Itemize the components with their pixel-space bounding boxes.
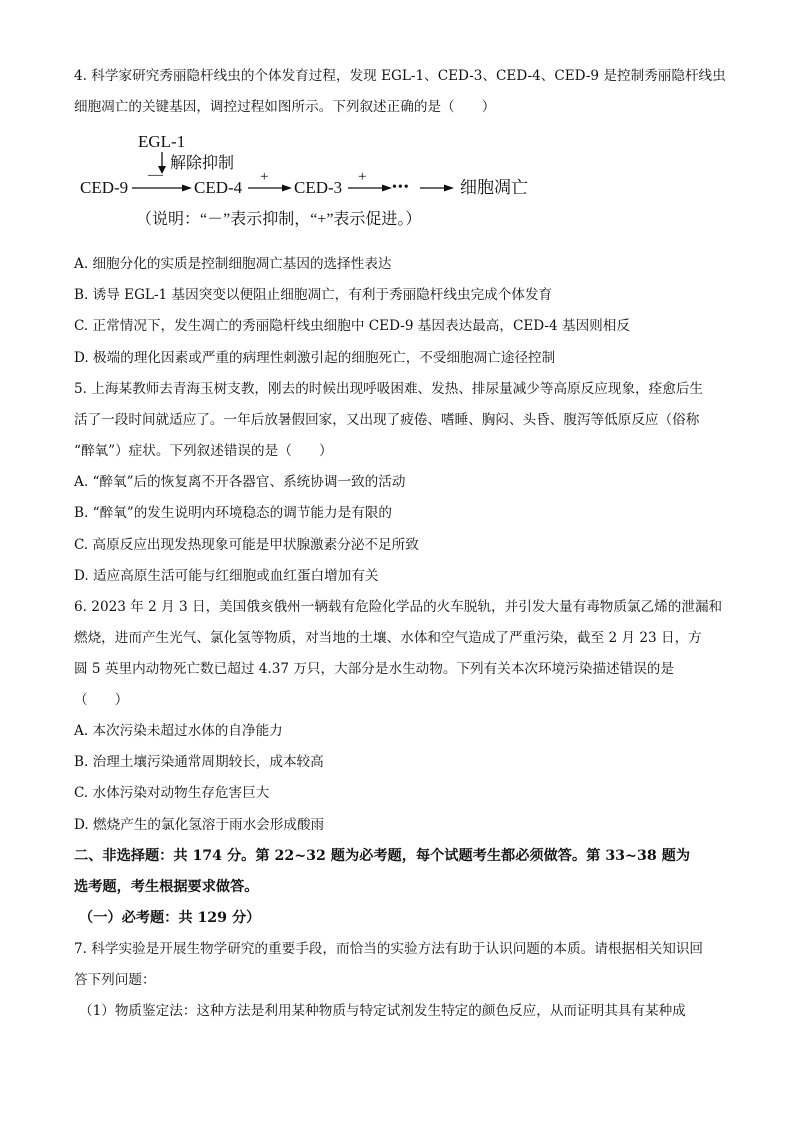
q6-stem-line-3: 圆 5 英里内动物死亡数已超过 4.37 万只，大部分是水生动物。下列有关本次环境污染描述错误的是 [74, 661, 674, 677]
q6-option-a: A. 本次污染未超过水体的自净能力 [74, 723, 283, 739]
q5-option-b: B. “醉氧”的发生说明内环境稳态的调节能力是有限的 [74, 505, 392, 521]
dots-arrow-head [444, 185, 454, 192]
relief-inhibition-label: 解除抑制 [170, 155, 235, 172]
q4-stem-line-1: 4. 科学家研究秀丽隐杆线虫的个体发育过程，发现 EGL-1、CED-3、CED-4、CED-9 是控制秀丽隐杆线虫 [74, 68, 726, 84]
q5-option-d: D. 适应高原生活可能与红细胞或血红蛋白增加有关 [74, 568, 379, 584]
q6-stem-line-1: 6. 2023 年 2 月 3 日，美国俄亥俄州一辆载有危险化学品的火车脱轨，并引发大量有毒物质氯乙烯的泄漏和 [74, 599, 723, 615]
ced4-arrow-head [282, 185, 292, 192]
q5-option-c: C. 高原反应出现发热现象可能是甲状腺激素分泌不足所致 [74, 537, 419, 553]
promote-sign-2: + [358, 169, 367, 185]
ced9-arrow-head [182, 185, 192, 192]
promote-sign-1: + [260, 169, 269, 185]
inhibit-sign: — [148, 167, 163, 183]
q6-option-d: D. 燃烧产生的氯化氢溶于雨水会形成酸雨 [74, 817, 325, 833]
q6-option-c: C. 水体污染对动物生存危害巨大 [74, 785, 270, 801]
q5-stem-line-2: 活了一段时间就适应了。一年后放暑假回家，又出现了疲倦、嗜睡、胸闷、头昏、腹泻等低原反应（俗称 [74, 412, 700, 428]
q7-stem-line-2: 答下列问题： [74, 972, 156, 988]
q4-option-d: D. 极端的理化因素或严重的病理性刺激引起的细胞死亡，不受细胞凋亡途径控制 [74, 350, 556, 366]
ced9-label: CED-9 [80, 178, 129, 197]
section-2-heading-line-1: 二、非选择题：共 174 分。第 22~32 题为必考题，每个试题考生都必须做答。第 33~38 题为 [74, 848, 691, 864]
q6-option-b: B. 治理土壤污染通常周期较长，成本较高 [74, 754, 324, 770]
q6-stem-line-2: 燃烧，进而产生光气、氯化氢等物质，对当地的土壤、水体和空气造成了严重污染，截至 2 月 23 日，方 [74, 630, 702, 646]
q4-stem-line-2: 细胞凋亡的关键基因，调控过程如图所示。下列叙述正确的是（ ） [74, 99, 496, 115]
egl1-label: EGL-1 [138, 132, 186, 151]
q4-option-b: B. 诱导 EGL-1 基因突变以便阻止细胞凋亡，有利于秀丽隐杆线虫完成个体发育 [74, 287, 553, 303]
ellipsis-dots: ••• [392, 180, 410, 195]
q4-regulation-diagram [74, 130, 554, 240]
q5-stem-line-1: 5. 上海某教师去青海玉树支教，刚去的时候出现呼吸困难、发热、排尿量减少等高原反应现象，痊愈后生 [74, 381, 704, 397]
ced4-label: CED-4 [194, 178, 243, 197]
diagram-note: （说明：“－”表示抑制，“+”表示促进。） [136, 211, 422, 228]
q7-part-1: （1）物质鉴定法：这种方法是利用某种物质与特定试剂发生特定的颜色反应，从而证明其具有某种成 [79, 1003, 686, 1019]
q4-option-a: A. 细胞分化的实质是控制细胞凋亡基因的选择性表达 [74, 256, 392, 272]
q4-option-c: C. 正常情况下，发生凋亡的秀丽隐杆线虫细胞中 CED-9 基因表达最高，CED-4 基因则相反 [74, 318, 630, 334]
cell-apoptosis-label: 细胞凋亡 [460, 178, 528, 197]
q6-stem-line-4: （ ） [74, 692, 129, 708]
section-2-sub-heading: （一）必考题：共 129 分） [79, 910, 261, 926]
q7-stem-line-1: 7. 科学实验是开展生物学研究的重要手段，而恰当的实验方法有助于认识问题的本质。请根据相关知识回 [74, 941, 704, 957]
ced3-label: CED-3 [294, 178, 343, 197]
section-2-heading-line-2: 选考题，考生根据要求做答。 [74, 879, 259, 895]
q5-option-a: A. “醉氧”后的恢复离不开各器官、系统协调一致的活动 [74, 474, 406, 490]
ced3-arrow-head [382, 185, 392, 192]
q5-stem-line-3: “醉氧”）症状。下列叙述错误的是（ ） [74, 443, 333, 459]
